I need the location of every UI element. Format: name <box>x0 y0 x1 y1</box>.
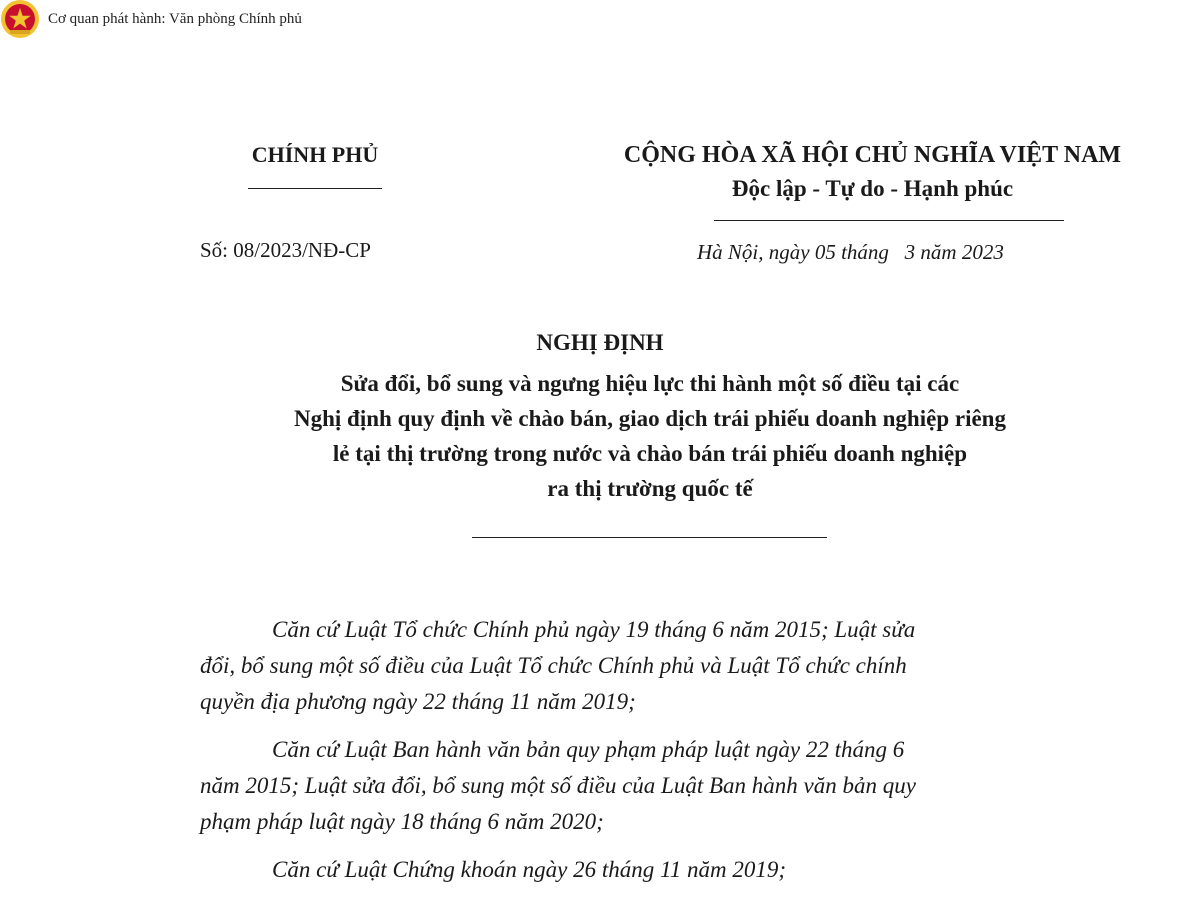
agency-divider <box>248 188 382 189</box>
paragraph-line: phạm pháp luật ngày 18 tháng 6 năm 2020; <box>200 809 604 834</box>
issue-date: Hà Nội, ngày 05 tháng 3 năm 2023 <box>697 240 1004 264</box>
document-number: Số: 08/2023/NĐ-CP <box>200 238 371 262</box>
preamble-paragraph <box>200 732 1130 840</box>
paragraph-line: đổi, bổ sung một số điều của Luật Tổ chức Chính phủ và Luật Tổ chức chính <box>200 653 907 678</box>
issuer-bar <box>0 0 302 38</box>
subtitle-line: ra thị trường quốc tế <box>547 476 753 501</box>
paragraph-line: năm 2015; Luật sửa đổi, bổ sung một số điều của Luật Ban hành văn bản quy <box>200 773 916 798</box>
motto-divider <box>714 220 1064 221</box>
issuer-label: Cơ quan phát hành: Văn phòng Chính phủ <box>48 10 302 27</box>
subtitle-line: lẻ tại thị trường trong nước và chào bán trái phiếu doanh nghiệp <box>332 441 968 466</box>
agency-name: CHÍNH PHỦ <box>251 142 379 167</box>
decree-subtitle <box>170 366 1130 506</box>
paragraph-line: Căn cứ Luật Chứng khoán ngày 26 tháng 11 năm 2019; <box>272 857 787 882</box>
paragraph-line: quyền địa phương ngày 22 tháng 11 năm 2019; <box>200 689 636 714</box>
decree-title: NGHỊ ĐỊNH <box>536 330 664 355</box>
national-emblem-icon <box>0 0 40 39</box>
preamble-paragraph <box>200 612 1130 720</box>
national-motto: Độc lập - Tự do - Hạnh phúc <box>731 176 1014 201</box>
preamble <box>200 612 1130 900</box>
nation-name: CỘNG HÒA XÃ HỘI CHỦ NGHĨA VIỆT NAM <box>623 142 1122 168</box>
paragraph-line: Căn cứ Luật Ban hành văn bản quy phạm pháp luật ngày 22 tháng 6 <box>272 737 905 762</box>
title-divider <box>472 537 827 538</box>
preamble-paragraph <box>200 852 1130 888</box>
paragraph-line: Căn cứ Luật Tổ chức Chính phủ ngày 19 tháng 6 năm 2015; Luật sửa <box>272 617 916 642</box>
subtitle-line: Sửa đổi, bổ sung và ngưng hiệu lực thi hành một số điều tại các <box>340 371 960 396</box>
subtitle-line: Nghị định quy định về chào bán, giao dịch trái phiếu doanh nghiệp riêng <box>294 406 1006 431</box>
